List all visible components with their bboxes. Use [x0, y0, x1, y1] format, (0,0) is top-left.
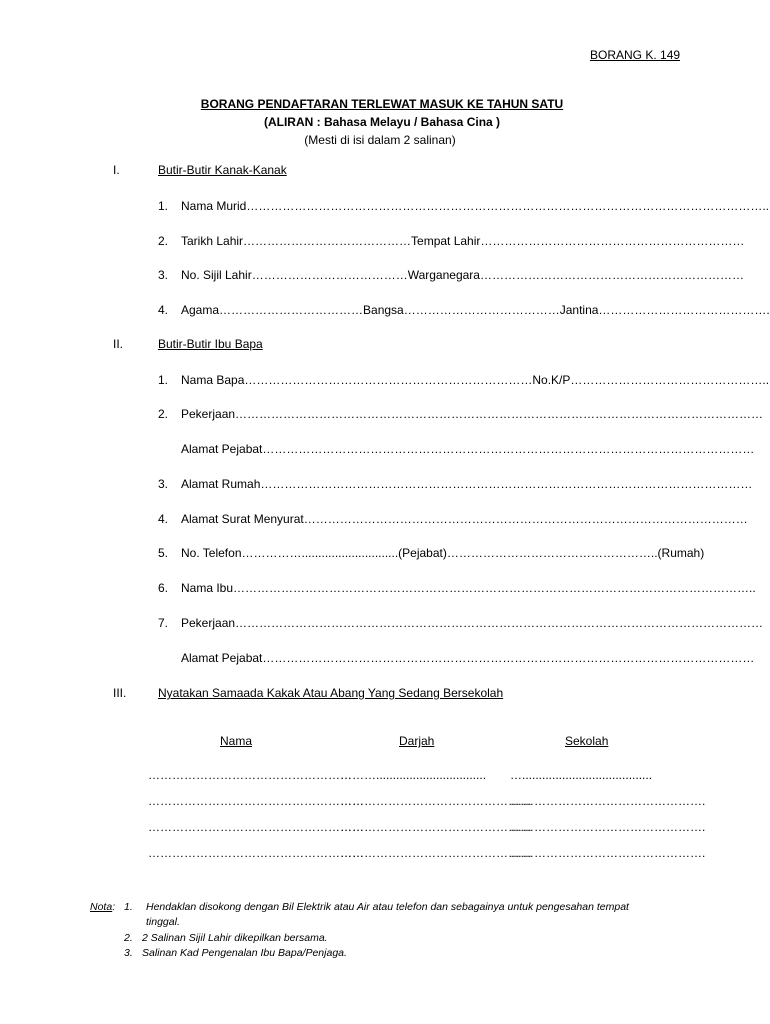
s2-line-2b-field[interactable]: Alamat Pejabat…………………………………………………………………………………………………………… [181, 442, 755, 456]
section-3-number: III. [113, 686, 127, 700]
s1-line-2-field[interactable]: Tarikh Lahir……………………………………Tempat Lahir………………………………………………………… [181, 234, 745, 248]
section-2-heading: Butir-Butir Ibu Bapa [158, 337, 263, 351]
s2-line-4-field[interactable]: Alamat Surat Menyurat………………………………………………………………………………………………… [181, 512, 748, 526]
sibling-row-4-darjah[interactable]: ………………………………………… [340, 846, 532, 860]
s2-line-4-num: 4. [158, 512, 169, 526]
s2-line-5-num: 5. [158, 546, 169, 560]
nota-1-text-cont: tinggal. [146, 916, 180, 928]
s1-line-2-num: 2. [158, 234, 169, 248]
sibling-row-3-darjah[interactable]: ………………………………………… [340, 820, 532, 834]
s1-line-4-field[interactable]: Agama………………………………Bangsa…………………………………Jantina……………………………………. [181, 303, 770, 317]
form-subnote: (Mesti di isi dalam 2 salinan) [304, 133, 456, 147]
s2-line-1-field[interactable]: Nama Bapa………………………………………………………………No.K/P………………………………………….. [181, 373, 770, 387]
s2-line-5-field[interactable]: No. Telefon…………….............................(Pejabat)……………………………………………..(Rumah) [181, 546, 705, 560]
nota-label: Nota: [90, 901, 116, 913]
form-title: BORANG PENDAFTARAN TERLEWAT MASUK KE TAHUN SATU [200, 97, 564, 111]
s1-line-1-field[interactable]: Nama Murid………………………………………………………………………………………………………………….. [181, 199, 770, 213]
section-2-number: II. [113, 337, 124, 351]
s2-line-7b-field[interactable]: Alamat Pejabat…………………………………………………………………………………………………………… [181, 651, 755, 665]
nota-2-text: 2 Salinan Sijil Lahir dikepilkan bersama. [142, 932, 328, 944]
s2-line-7-num: 7. [158, 616, 169, 630]
section-1-number: I. [113, 163, 120, 177]
col-darjah-header: Darjah [399, 734, 435, 748]
s1-line-4-num: 4. [158, 303, 169, 317]
nota-3-text: Salinan Kad Pengenalan Ibu Bapa/Penjaga. [142, 947, 347, 959]
sibling-row-1-darjah[interactable]: ………................................. [340, 768, 487, 782]
nota-3-num: 3. [124, 947, 133, 959]
s1-line-1-num: 1. [158, 199, 169, 213]
nota-2-num: 2. [124, 932, 133, 944]
section-1-heading: Butir-Butir Kanak-Kanak [158, 163, 287, 177]
sibling-row-3-sekolah[interactable]: …………………………………………. [510, 820, 706, 834]
form-subtitle: (ALIRAN : Bahasa Melayu / Bahasa Cina ) [263, 115, 501, 129]
s2-line-6-num: 6. [158, 581, 169, 595]
s2-line-2-num: 2. [158, 407, 169, 421]
s1-line-3-field[interactable]: No. Sijil Lahir…………………………………Warganegara………………………………………………………… [181, 268, 744, 282]
sibling-row-1-sekolah[interactable]: …....................................... [510, 768, 653, 782]
sibling-row-4-sekolah[interactable]: …………………………………………. [510, 846, 706, 860]
s2-line-7-field[interactable]: Pekerjaan…………………………………………………………………………………………………………………… [181, 616, 764, 630]
form-code: BORANG K. 149 [590, 48, 681, 62]
s2-line-6-field[interactable]: Nama Ibu………………………………………………………………………………………………………………….. [181, 581, 756, 595]
sibling-row-3-nama[interactable]: ……………………………………………… [148, 820, 364, 834]
s1-line-3-num: 3. [158, 268, 169, 282]
section-3-heading: Nyatakan Samaada Kakak Atau Abang Yang Sedang Bersekolah [158, 686, 504, 700]
s2-line-3-field[interactable]: Alamat Rumah…………………………………………………………………………………………………………… [181, 477, 753, 491]
sibling-row-1-nama[interactable]: …………………………………………… [148, 768, 352, 782]
s2-line-2-field[interactable]: Pekerjaan…………………………………………………………………………………………………………………… [181, 407, 764, 421]
nota-1-text: Hendaklan disokong dengan Bil Elektrik atau Air atau telefon dan sebagainya untuk pengesahan tempat [146, 901, 629, 913]
sibling-row-2-sekolah[interactable]: …………………………………………. [510, 794, 706, 808]
s2-line-1-num: 1. [158, 373, 169, 387]
sibling-row-4-nama[interactable]: ……………………………………………… [148, 846, 364, 860]
sibling-row-2-nama[interactable]: ……………………………………………… [148, 794, 364, 808]
sibling-row-2-darjah[interactable]: ………………………………………… [340, 794, 532, 808]
nota-1-num: 1. [124, 901, 133, 913]
col-sekolah-header: Sekolah [565, 734, 609, 748]
s2-line-3-num: 3. [158, 477, 169, 491]
col-nama-header: Nama [220, 734, 253, 748]
